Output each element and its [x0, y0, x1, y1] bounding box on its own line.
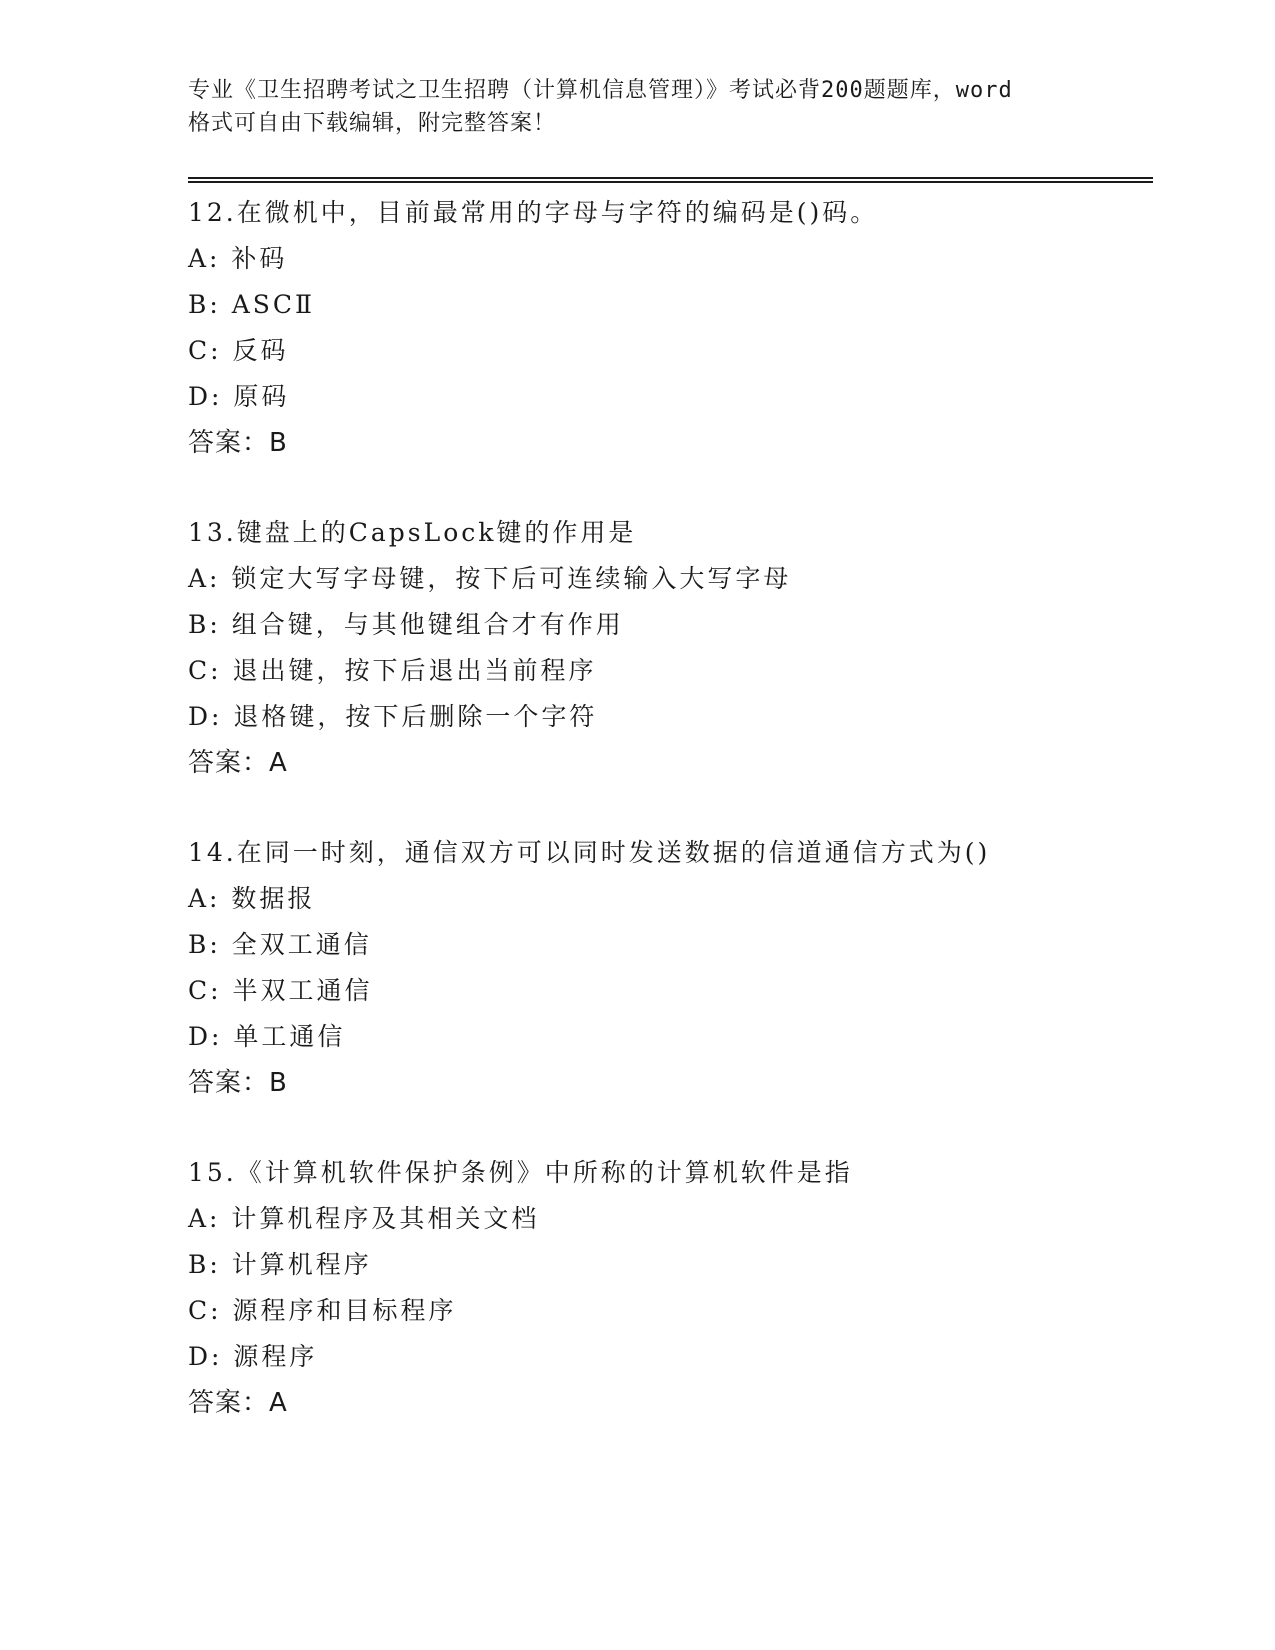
option-c: C: 反码	[188, 336, 289, 365]
answer-text: 答案：A	[188, 1388, 288, 1418]
option-d: D: 单工通信	[188, 1022, 346, 1051]
question-text: 15.《计算机软件保护条例》中所称的计算机软件是指	[188, 1158, 853, 1187]
option-d: D: 源程序	[188, 1342, 318, 1371]
option-a: A: 数据报	[188, 884, 316, 913]
option-a: A: 计算机程序及其相关文档	[188, 1204, 540, 1233]
header-line-2: 格式可自由下载编辑，附完整答案！	[188, 111, 557, 136]
question-block	[188, 830, 1153, 1150]
question-text: 12.在微机中，目前最常用的字母与字符的编码是()码。	[188, 198, 879, 227]
header-divider	[188, 177, 1153, 183]
option-c: C: 源程序和目标程序	[188, 1296, 457, 1325]
option-c: C: 退出键，按下后退出当前程序	[188, 656, 597, 685]
answer-text: 答案：B	[188, 428, 288, 458]
option-b: B: 全双工通信	[188, 930, 372, 959]
document-header	[188, 74, 1088, 140]
answer-text: 答案：A	[188, 748, 288, 778]
question-text: 14.在同一时刻，通信双方可以同时发送数据的信道通信方式为()	[188, 838, 991, 867]
option-b: B: ASCⅡ	[188, 290, 316, 319]
option-a: A: 锁定大写字母键，按下后可连续输入大写字母	[188, 564, 792, 593]
question-block	[188, 510, 1153, 830]
answer-text: 答案：B	[188, 1068, 288, 1098]
option-d: D: 原码	[188, 382, 290, 411]
question-block	[188, 1150, 1153, 1470]
option-d: D: 退格键，按下后删除一个字符	[188, 702, 598, 731]
header-line-1: 专业《卫生招聘考试之卫生招聘（计算机信息管理）》考试必背200题题库，word	[188, 78, 1013, 103]
option-b: B: 计算机程序	[188, 1250, 372, 1279]
question-block	[188, 190, 1153, 510]
question-list	[188, 190, 1153, 1470]
option-c: C: 半双工通信	[188, 976, 373, 1005]
option-a: A: 补码	[188, 244, 288, 273]
option-b: B: 组合键，与其他键组合才有作用	[188, 610, 624, 639]
question-text: 13.键盘上的CapsLock键的作用是	[188, 518, 637, 547]
